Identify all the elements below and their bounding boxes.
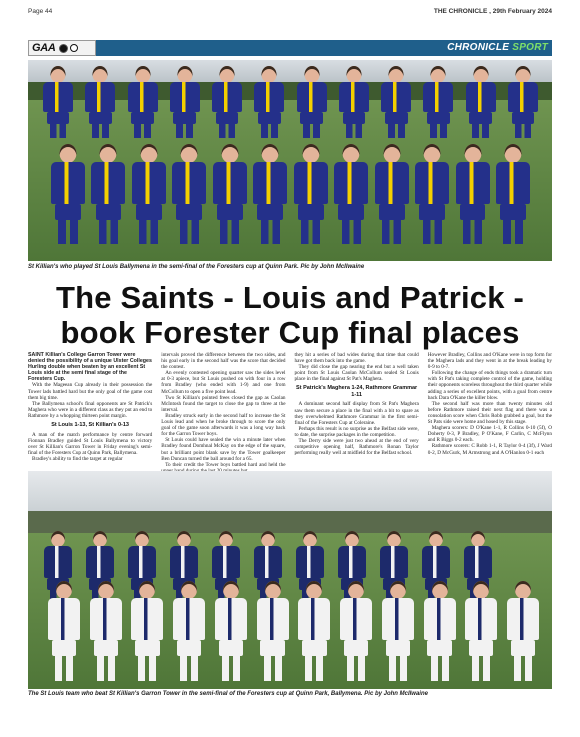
player-figure xyxy=(298,581,330,681)
paragraph: Bradley struck early in the second half to increase the St Louis lead and when he broke through to score the only goal of the game soon afterwards it was a long way back for the Garron Tower boys. xyxy=(161,412,286,438)
player-figure xyxy=(496,144,530,244)
player-figure xyxy=(51,144,85,244)
headline-line-1: The Saints - Louis and Patrick - xyxy=(55,280,525,315)
gaa-logo-text: GAA xyxy=(32,42,56,54)
player-figure xyxy=(215,581,247,681)
player-figure xyxy=(213,144,247,244)
paragraph: The Derry side were just two ahead at the end of very competitive opening half, Rathmore's Ronan Taylor performing really well at midfield for the Belfast school. xyxy=(294,438,419,457)
player-figure xyxy=(128,66,158,138)
paragraph: intervals proved the difference between the two sides, and his goal early in the second half was the score that decided the contest. xyxy=(161,352,286,371)
paragraph: St Louis could have sealed the win a minute later when Bradley found Domhnal McKay on the edge of the square, but a brilliant point blank save by the Tower goalkeeper Ben Duncan turned the ball around for a 65. xyxy=(161,437,286,462)
player-figure xyxy=(508,66,538,138)
player-figure xyxy=(257,581,289,681)
player-figure xyxy=(212,66,242,138)
section-bar xyxy=(96,40,552,56)
player-figure xyxy=(254,66,284,138)
player-figure xyxy=(424,581,456,681)
paragraph: they hit a series of bad wides during that time that could have got them back into the game. xyxy=(294,352,419,365)
player-figure xyxy=(85,66,115,138)
player-figure xyxy=(466,66,496,138)
match-scorers: Rathmore scorers: C Robb 1-1, R Taylor 0-4 (3f), J Ward 0-2, D McGurk, M Armstrong and A O'Hanlon 0-1 each xyxy=(427,443,552,456)
paragraph: They did close the gap nearing the end but a well taken point from St Louis Caolan McCollum sealed St Louis place in the final against St Pat's Maghera. xyxy=(294,364,419,383)
paragraph: The second half was more than twenty minutes old before Rathmore raised their next flag and there was a consolation score when Chris Robb grabbed a goal, but the St Pats side were home and hosed by this stage. xyxy=(427,400,552,426)
match-subheading: St Louis 1-13, St Killian's 0-13 xyxy=(51,422,129,429)
player-figure xyxy=(90,581,122,681)
article-column-3 xyxy=(295,352,419,466)
player-figure xyxy=(415,144,449,244)
top-photo-caption: St Killian's who played St Louis Ballymena in the semi-final of the Foresters cup at Quinn Park. Pic by John McIlwaine xyxy=(28,264,365,270)
paragraph: The Ballymena school's final opponents are St Patrick's Maghera who were in a different class as they put an end to Rathmore by a whopping thirteen point margin. xyxy=(28,400,153,419)
bottom-photo-caption: The St Louis team who beat St Killian's Garron Tower in the semi-final of the Foresters cup at Quinn Park, Ballymena. Pic by John McIlwaine xyxy=(28,691,428,697)
paragraph: A man of the match performance by centre forward Fionnan Bradley guided St Louis Ballymena to victory over St Killian's Garron Tower in Friday evening's semi-final of the Foresters Cup at Quinn Park, Ballymena. xyxy=(28,431,153,456)
player-figure xyxy=(456,144,490,244)
player-figure xyxy=(507,581,539,681)
headline-line-2: book Forester Cup final places xyxy=(60,315,520,350)
article-column-1 xyxy=(28,352,152,466)
player-figure xyxy=(465,581,497,681)
paragraph: Two St Killian's pointed frees closed the gap as Caolan McIntosh found the target to close the gap to three at the interval. xyxy=(161,394,286,413)
player-figure xyxy=(48,581,80,681)
article-body xyxy=(28,352,552,466)
match-scorers: Maghera scorers: D O'Kane 1-1, R Collins 0-10 (5f), O Doherty 0-3, P Bradley, P O'Kane, F Carlin, C McFlynn and R Biggs 0-2 each. xyxy=(427,425,552,444)
football-icon xyxy=(70,44,78,52)
article-lead: SAINT Killian's College Garron Tower were denied the possibility of a unique Ulster Colleges Hurling double when beaten by an excellent St Louis side at the semi final stage of the Foresters Cup. xyxy=(28,352,152,383)
paragraph: Following the change of ends things took a dramatic turn with St Pat's taking complete control of the game, holding their opponents scoreless throughout the third quarter while adding a series of excellent points, with a goal from centre back Dara O'Kane the killer blow. xyxy=(427,370,552,401)
chronicle-sport-label xyxy=(447,42,548,53)
sliotar-icon xyxy=(59,44,68,53)
paragraph: To their credit the Tower boys battled hard and held the xyxy=(165,461,286,468)
player-figure xyxy=(170,66,200,138)
paragraph: A dominant second half display from St Pat's Maghera saw them secure a place in the final with a bit to spare as they overwhelmed Rathmore Grammar in the first semi-final of the Foresters Cup at Coleraine. xyxy=(294,401,419,426)
player-figure xyxy=(381,66,411,138)
player-figure xyxy=(172,144,206,244)
team-photo-st-louis xyxy=(28,471,552,689)
player-figure xyxy=(423,66,453,138)
gaa-logo xyxy=(28,40,96,56)
team-photo-st-killians xyxy=(28,60,552,261)
player-figure xyxy=(173,581,205,681)
player-figure xyxy=(132,144,166,244)
player-figure xyxy=(253,144,287,244)
paragraph: Bradley's ability to find the target at regular xyxy=(32,455,123,462)
player-figure xyxy=(340,581,372,681)
player-figure xyxy=(91,144,125,244)
article-column-4 xyxy=(428,352,552,466)
paragraph: Perhaps this result is no surprise as the Belfast side were, to date, the surprise packages in the competition. xyxy=(294,425,419,438)
paragraph: With the Mageean Cup already in their possession the Tower lads battled hard but the only goal of the game cost them big time. xyxy=(28,382,153,401)
article-headline xyxy=(28,280,552,350)
page-header-line xyxy=(28,6,552,18)
paragraph: An evenly contested opening quarter saw the sides level at 0-3 apiece, but St Louis pushed on with four in a row from Bradley (who ended with 1-9) and one from McCollum to open a five point lead. xyxy=(161,370,286,395)
player-figure xyxy=(375,144,409,244)
player-figure xyxy=(334,144,368,244)
player-figure xyxy=(294,144,328,244)
player-figure xyxy=(131,581,163,681)
player-figure xyxy=(339,66,369,138)
chronicle-label: CHRONICLE xyxy=(447,42,510,53)
match-subheading: St Patrick's Maghera 1-24, Rathmore Grammar 1-11 xyxy=(296,385,418,398)
sport-label: SPORT xyxy=(512,42,548,53)
publication-date: THE CHRONICLE , 29th February 2024 xyxy=(433,8,552,15)
player-figure xyxy=(382,581,414,681)
section-banner xyxy=(28,40,552,56)
article-column-2 xyxy=(161,352,285,466)
player-figure xyxy=(43,66,73,138)
paragraph: However Bradley, Collins and O'Kane were in top form for the Maghera lads and they went in at the break leading by 0-9 to 0-7. xyxy=(427,352,552,371)
page-number: Page 44 xyxy=(28,8,53,15)
player-figure xyxy=(297,66,327,138)
